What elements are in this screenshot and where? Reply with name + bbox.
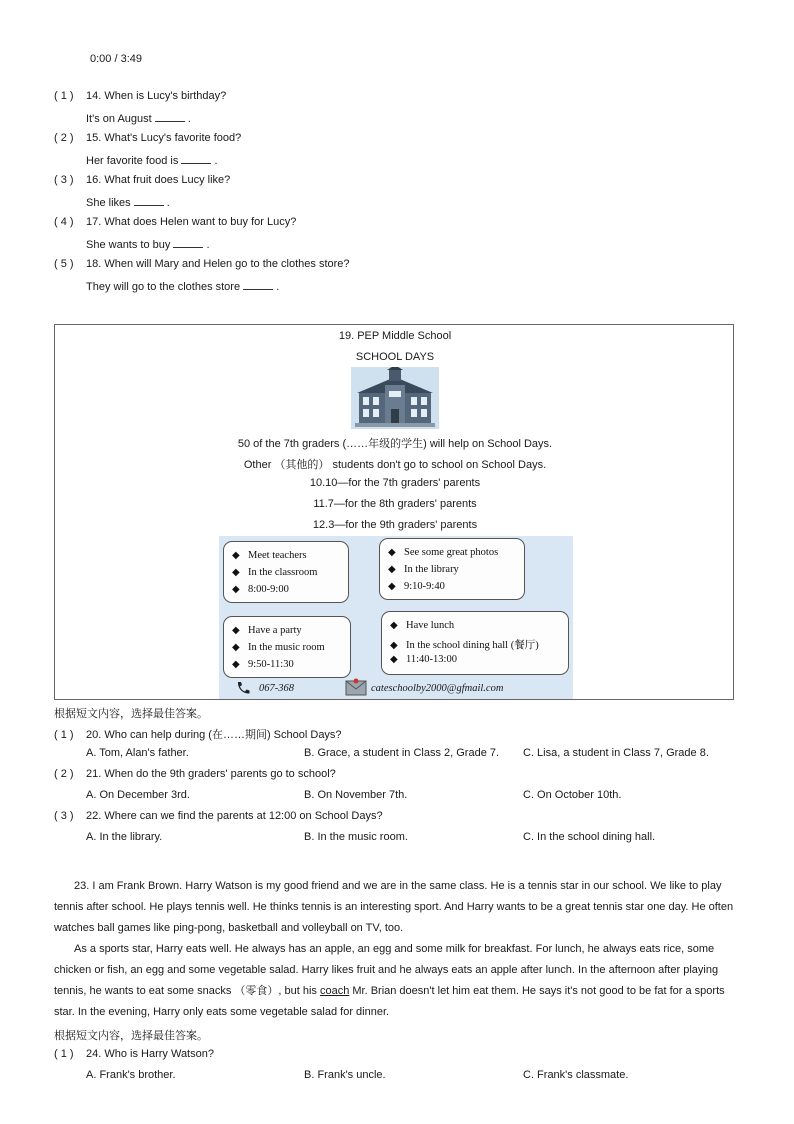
question-row <box>54 174 230 186</box>
option-a[interactable]: A. In the library. <box>86 831 163 843</box>
question-text: 17. What does Helen want to buy for Lucy? <box>86 216 297 228</box>
question-number: ( 4 ) <box>54 216 74 228</box>
card-item: 8:00-9:00 <box>248 584 289 595</box>
answer-blank[interactable] <box>243 279 273 290</box>
diamond-icon: ◆ <box>388 547 396 558</box>
notice-line: 12.3—for the 9th graders' parents <box>312 519 478 531</box>
diamond-icon: ◆ <box>232 550 240 561</box>
answer-text: Her favorite food is <box>86 155 179 167</box>
option-c[interactable]: C. Lisa, a student in Class 7, Grade 8. <box>523 747 709 759</box>
answer-end: . <box>166 197 170 209</box>
answer-end: . <box>276 281 280 293</box>
answer-row <box>86 237 210 251</box>
notice-title: 19. PEP Middle School <box>338 330 452 342</box>
school-building-icon <box>351 367 439 429</box>
diamond-icon: ◆ <box>232 567 240 578</box>
card-item: Have a party <box>248 625 302 636</box>
option-b[interactable]: B. In the music room. <box>304 831 408 843</box>
question-text: 22. Where can we find the parents at 12:00 on School Days? <box>86 810 383 822</box>
option-c[interactable]: C. On October 10th. <box>523 789 622 801</box>
diamond-icon: ◆ <box>232 659 240 670</box>
question-text: 16. What fruit does Lucy like? <box>86 174 231 186</box>
card-item: 11:40-13:00 <box>406 654 457 665</box>
diamond-icon: ◆ <box>232 584 240 595</box>
question-text: 21. When do the 9th graders' parents go to school? <box>86 768 336 780</box>
schedule-image <box>219 536 573 699</box>
passage-paragraph-2 <box>54 939 744 1023</box>
instruction: 根据短文内容，选择最佳答案。 <box>54 1030 208 1042</box>
answer-blank[interactable] <box>181 153 211 164</box>
answer-blank[interactable] <box>173 237 203 248</box>
phone-icon <box>235 680 251 696</box>
card-item: In the music room <box>248 642 325 653</box>
schedule-card <box>379 538 525 600</box>
question-number: ( 1 ) <box>54 729 74 741</box>
question-row <box>54 768 336 780</box>
notice-subtitle: SCHOOL DAYS <box>355 351 435 363</box>
answer-row <box>86 111 191 125</box>
question-number: ( 2 ) <box>54 768 74 780</box>
answer-blank[interactable] <box>134 195 164 206</box>
card-item: 9:50-11:30 <box>248 659 294 670</box>
card-item: Have lunch <box>406 620 455 631</box>
question-text: 24. Who is Harry Watson? <box>86 1048 214 1060</box>
diamond-icon: ◆ <box>390 620 398 631</box>
passage-paragraph-1: 23. I am Frank Brown. Harry Watson is my good friend and we are in the same class. He is a tennis star in our school. We like to play tennis after school. He plays tennis well. He thinks tennis is an interesting sport. And Harry wants to be a great tennis star one day. He often watches ball games like ping-pong, basketball and volleyball on TV, too. <box>54 880 734 934</box>
mail-icon <box>345 678 367 696</box>
question-row <box>54 726 342 742</box>
option-a[interactable]: A. Tom, Alan's father. <box>86 747 189 759</box>
question-row <box>54 1048 214 1060</box>
notice-line: Other （其他的） students don't go to school on School Days. <box>243 459 547 471</box>
answer-text: She wants to buy <box>86 239 171 251</box>
answer-end: . <box>187 113 191 125</box>
question-row <box>54 258 350 270</box>
option-a[interactable]: A. On December 3rd. <box>86 789 190 801</box>
email-address: cateschoolby2000@gfmail.com <box>371 683 504 694</box>
card-item: In the library <box>404 564 459 575</box>
diamond-icon: ◆ <box>388 564 396 575</box>
option-c[interactable]: C. Frank's classmate. <box>523 1069 629 1081</box>
answer-text: She likes <box>86 197 131 209</box>
underlined-word: coach <box>319 985 350 997</box>
phone-number: 067-368 <box>259 683 294 694</box>
card-item: In the classroom <box>248 567 318 578</box>
passage-text: Mr. Brian doesn't let him eat them. He says it's not good to be fat for a sports star. In the evening, Harry only eats some vegetable salad for dinner. <box>54 985 725 1018</box>
diamond-icon: ◆ <box>388 581 396 592</box>
question-number: ( 2 ) <box>54 132 74 144</box>
question-text: 14. When is Lucy's birthday? <box>86 90 227 102</box>
question-row <box>54 90 226 102</box>
answer-row <box>86 279 279 293</box>
diamond-icon: ◆ <box>390 640 398 651</box>
question-number: ( 3 ) <box>54 174 74 186</box>
card-item: 9:10-9:40 <box>404 581 445 592</box>
answer-text: It's on August <box>86 113 152 125</box>
question-number: ( 1 ) <box>54 1048 74 1060</box>
question-number: ( 5 ) <box>54 258 74 270</box>
audio-time[interactable]: 0:00 / 3:49 <box>90 53 142 65</box>
schedule-card <box>381 611 569 675</box>
diamond-icon: ◆ <box>390 654 398 665</box>
passage-text: As a sports star, Harry eats well. He always has an apple, an egg and some milk for breakfast. For lunch, he always eats rice, some chicken or fish, an egg and some vegetable salad. Harry likes fruit and he always eats an apple after lunch. In the afternoon after playing tennis, he wants to eat some snacks （零食）, but his <box>54 943 719 997</box>
answer-blank[interactable] <box>155 111 185 122</box>
question-row <box>54 810 383 822</box>
answer-row <box>86 153 218 167</box>
answer-row <box>86 195 170 209</box>
schedule-card <box>223 541 349 603</box>
schedule-card <box>223 616 351 678</box>
card-item: See some great photos <box>404 547 499 558</box>
option-a[interactable]: A. Frank's brother. <box>86 1069 176 1081</box>
card-item: Meet teachers <box>248 550 307 561</box>
question-number: ( 3 ) <box>54 810 74 822</box>
answer-text: They will go to the clothes store <box>86 281 241 293</box>
answer-end: . <box>206 239 210 251</box>
card-item: In the school dining hall (餐厅) <box>406 640 539 651</box>
question-text: 15. What's Lucy's favorite food? <box>86 132 242 144</box>
option-c[interactable]: C. In the school dining hall. <box>523 831 656 843</box>
answer-end: . <box>214 155 218 167</box>
question-row <box>54 216 296 228</box>
question-text: 18. When will Mary and Helen go to the clothes store? <box>86 258 350 270</box>
instruction: 根据短文内容，选择最佳答案。 <box>54 708 208 720</box>
school-days-notice <box>54 324 734 700</box>
question-row <box>54 132 241 144</box>
option-b[interactable]: B. On November 7th. <box>304 789 408 801</box>
diamond-icon: ◆ <box>232 642 240 653</box>
notice-line: 11.7—for the 8th graders' parents <box>313 498 477 510</box>
question-text: 20. Who can help during (在……期间) School Days? <box>86 729 342 741</box>
diamond-icon: ◆ <box>232 625 240 636</box>
question-number: ( 1 ) <box>54 90 74 102</box>
option-b[interactable]: B. Frank's uncle. <box>304 1069 386 1081</box>
notice-line: 50 of the 7th graders (……年级的学生) will help on School Days. <box>237 438 553 450</box>
option-b[interactable]: B. Grace, a student in Class 2, Grade 7. <box>304 747 500 759</box>
notice-line: 10.10—for the 7th graders' parents <box>309 477 481 489</box>
